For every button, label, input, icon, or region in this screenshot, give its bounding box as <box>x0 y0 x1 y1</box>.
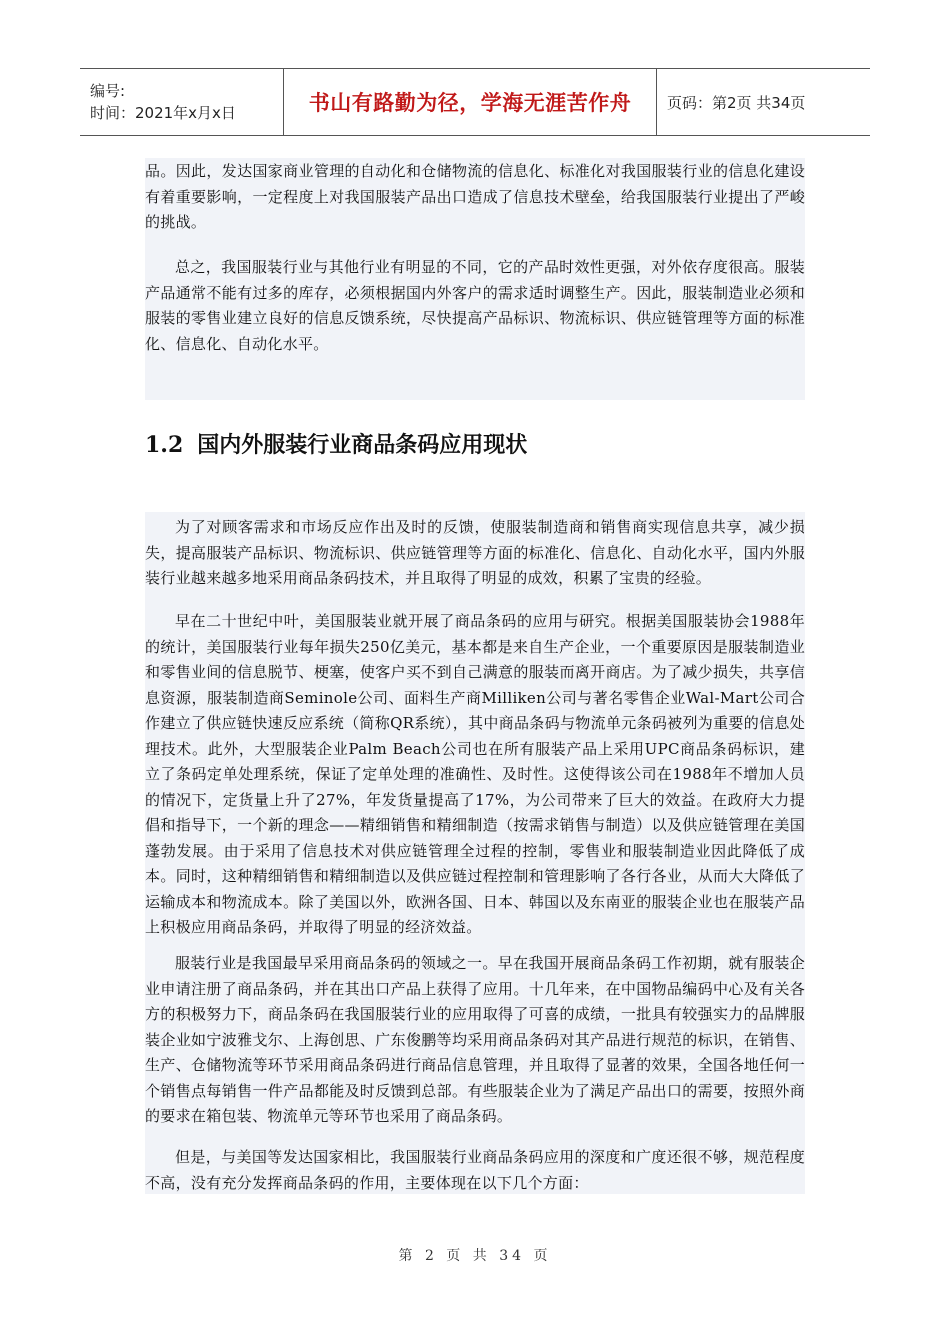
section-heading <box>145 428 527 459</box>
time-label: 时间：2021年x月x日 <box>90 104 236 122</box>
header-motto-cell <box>283 69 657 135</box>
page-footer: 第 2 页 共 34 页 <box>398 1248 552 1264</box>
page-header <box>80 68 870 136</box>
paragraph-1: 品。因此，发达国家商业管理的自动化和仓储物流的信息化、标准化对我国服装行业的信息化建设有着重要影响，一定程度上对我国服装产品出口造成了信息技术壁垒，给我国服装行业提出了严峻的挑战。 <box>145 162 805 231</box>
section-title: 国内外服装行业商品条码应用现状 <box>197 432 528 458</box>
page-info: 页码：第2页 共34页 <box>667 93 806 112</box>
header-meta <box>80 69 283 135</box>
section-number: 1.2 <box>145 432 184 458</box>
header-page-info <box>657 69 870 135</box>
motto: 书山有路勤为径，学海无涯苦作舟 <box>308 91 632 115</box>
paragraph-6: 但是，与美国等发达国家相比，我国服装行业商品条码应用的深度和广度还很不够，规范程度不高，没有充分发挥商品条码的作用，主要体现在以下几个方面： <box>145 1148 805 1192</box>
number-label: 编号: <box>90 82 126 100</box>
paragraph-2: 总之，我国服装行业与其他行业有明显的不同，它的产品时效性更强，对外依存度很高。服装产品通常不能有过多的库存，必须根据国内外客户的需求适时调整生产。因此，服装制造业必须和服装的零售业建立良好的信息反馈系统，尽快提高产品标识、物流标识、供应链管理等方面的标准化、信息化、自动化水平。 <box>145 258 805 353</box>
paragraph-4: 早在二十世纪中叶，美国服装业就开展了商品条码的应用与研究。根据美国服装协会1988年的统计，美国服装行业每年损失250亿美元，基本都是来自生产企业，一个重要原因是服装制造业和零售业间的信息脱节、梗塞，使客户买不到自己满意的服装而离开商店。为了减少损失，共享信息资源，服装制造商Seminole公司、面料生产商Milliken公司与著名零售企业Wal-Mart公司合作建立了供应链快速反应系统（简称QR系统），其中商品条码与物流单元条码被列为重要的信息处理技术。此外，大型服装企业Palm Beach公司也在所有服装产品上采用UPC商品条码标识，建立了条码定单处理系统，保证了定单处理的准确性、及时性。这使得该公司在1988年不增加人员的情况下，定货量上升了27%，年发货量提高了17%，为公司带来了巨大的效益。在政府大力提倡和指导下，一个新的理念——精细销售和精细制造（按需求销售与制造）以及供应链管理在美国蓬勃发展。由于采用了信息技术对供应链管理全过程的控制，零售业和服装制造业因此降低了成本。同时，这种精细销售和精细制造以及供应链过程控制和管理影响了各行各业，从而大大降低了运输成本和物流成本。除了美国以外，欧洲各国、日本、韩国以及东南亚的服装企业也在服装产品上积极应用商品条码，并取得了明显的经济效益。 <box>145 612 805 936</box>
paragraph-5: 服装行业是我国最早采用商品条码的领域之一。早在我国开展商品条码工作初期，就有服装企业申请注册了商品条码，并在其出口产品上获得了应用。十几年来，在中国物品编码中心及有关各方的积极努力下，商品条码在我国服装行业的应用取得了可喜的成绩，一批具有较强实力的品牌服装企业如宁波雅戈尔、上海创思、广东俊鹏等均采用商品条码对其产品进行规范的标识，在销售、生产、仓储物流等环节采用商品条码进行商品信息管理，并且取得了显著的效果，全国各地任何一个销售点每销售一件产品都能及时反馈到总部。有些服装企业为了满足产品出口的需要，按照外商的要求在箱包装、物流单元等环节也采用了商品条码。 <box>145 954 805 1125</box>
paragraph-3: 为了对顾客需求和市场反应作出及时的反馈，使服装制造商和销售商实现信息共享，减少损失，提高服装产品标识、物流标识、供应链管理等方面的标准化、信息化、自动化水平，国内外服装行业越来越多地采用商品条码技术，并且取得了明显的成效，积累了宝贵的经验。 <box>145 518 805 587</box>
